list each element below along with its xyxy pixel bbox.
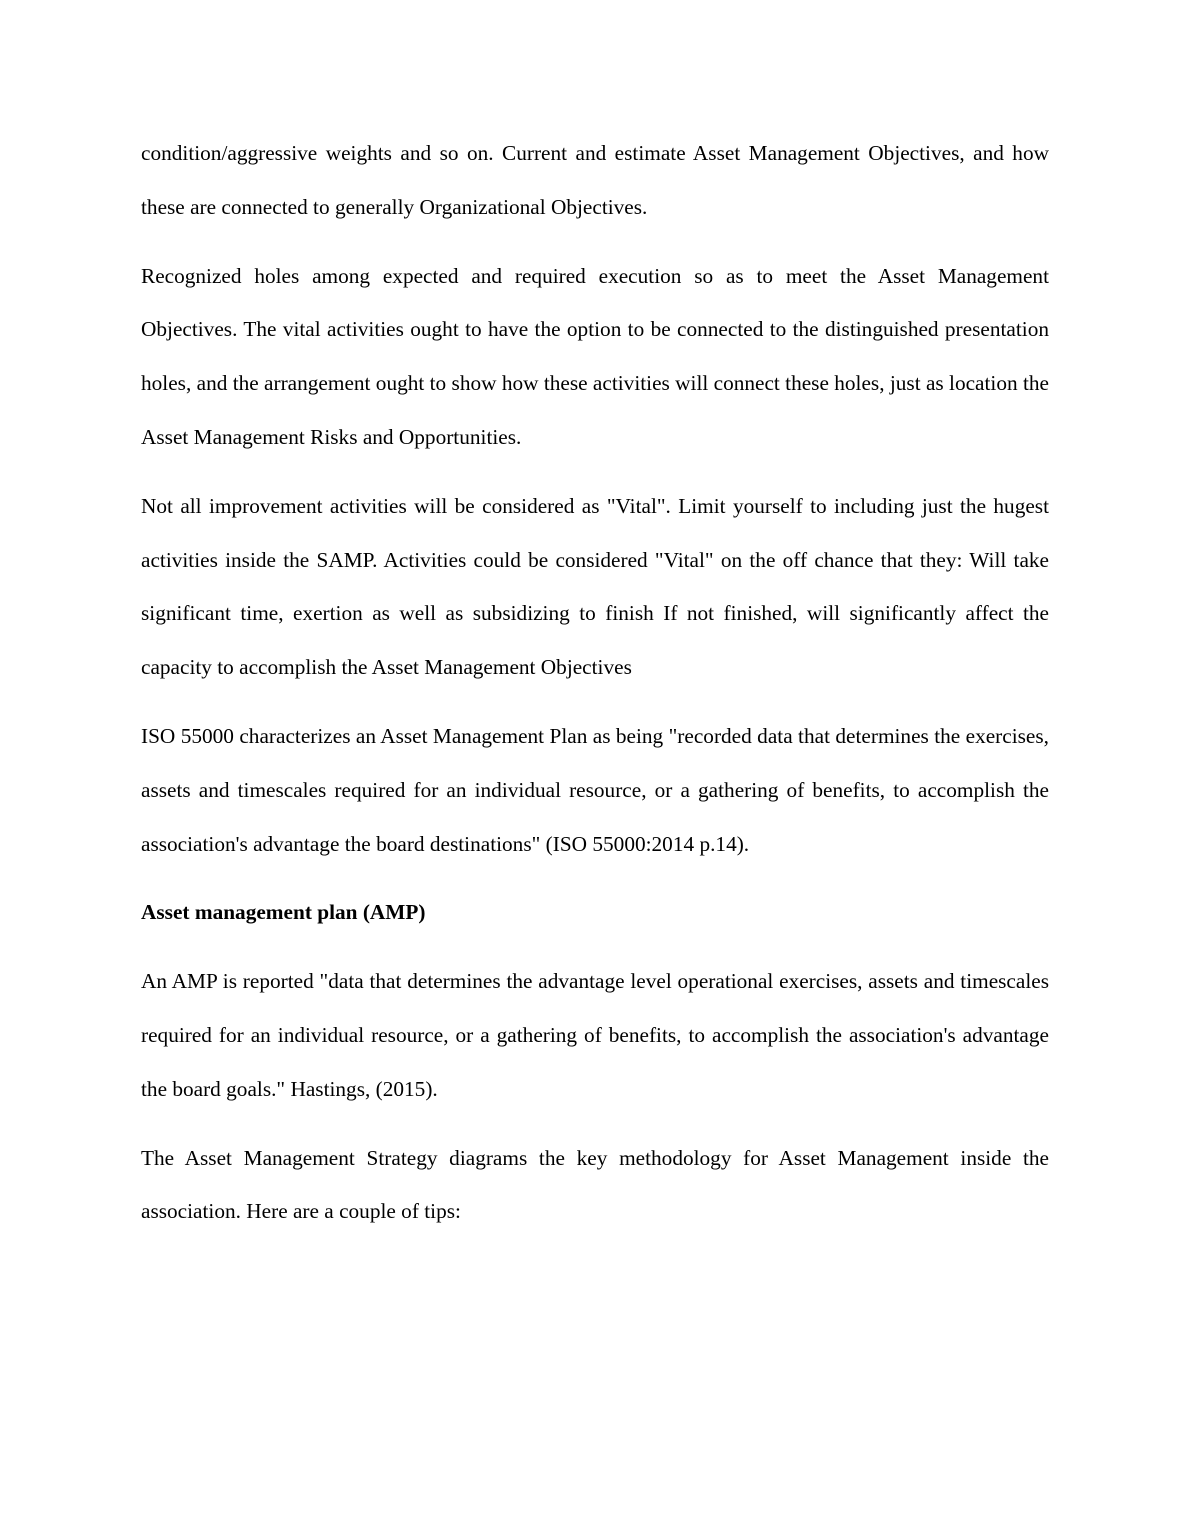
paragraph-amp-definition: An AMP is reported "data that determines the advantage level operational exercises, assets and timescales required for an individual resource, or a gathering of benefits, to accomplish the association's advantage the board goals." Hastings, (2015). (141, 969, 1049, 1101)
paragraph-iso-55000-definition: ISO 55000 characterizes an Asset Management Plan as being "recorded data that determines the exercises, assets and timescales required for an individual resource, or a gathering of benefits, to accomplish the association's advantage the board destinations" (ISO 55000:2014 p.14). (141, 723, 1049, 856)
paragraph-objectives-link: condition/aggressive weights and so on. Current and estimate Asset Management Objectives, and how these are connected to generally Organizational Objectives. (141, 141, 1049, 219)
paragraph-performance-gaps: Recognized holes among expected and required execution so as to meet the Asset Management Objectives. The vital activities ought to have the option to be connected to the distinguished presentation holes, and the arrangement ought to show how these activities will connect these holes, just as location the Asset Management Risks and Opportunities. (141, 263, 1049, 449)
document-body (141, 127, 1049, 1254)
paragraph-vital-activities: Not all improvement activities will be considered as "Vital". Limit yourself to including just the hugest activities inside the SAMP. Activities could be considered "Vital" on the off chance that they: Will take significant time, exertion as well as subsidizing to finish If not finished, will significantly affect the capacity to accomplish the Asset Management Objectives (141, 493, 1049, 680)
section-heading-amp: Asset management plan (AMP) (141, 900, 426, 925)
paragraph-strategy-tips: The Asset Management Strategy diagrams the key methodology for Asset Management inside the association. Here are a couple of tips: (141, 1145, 1049, 1224)
